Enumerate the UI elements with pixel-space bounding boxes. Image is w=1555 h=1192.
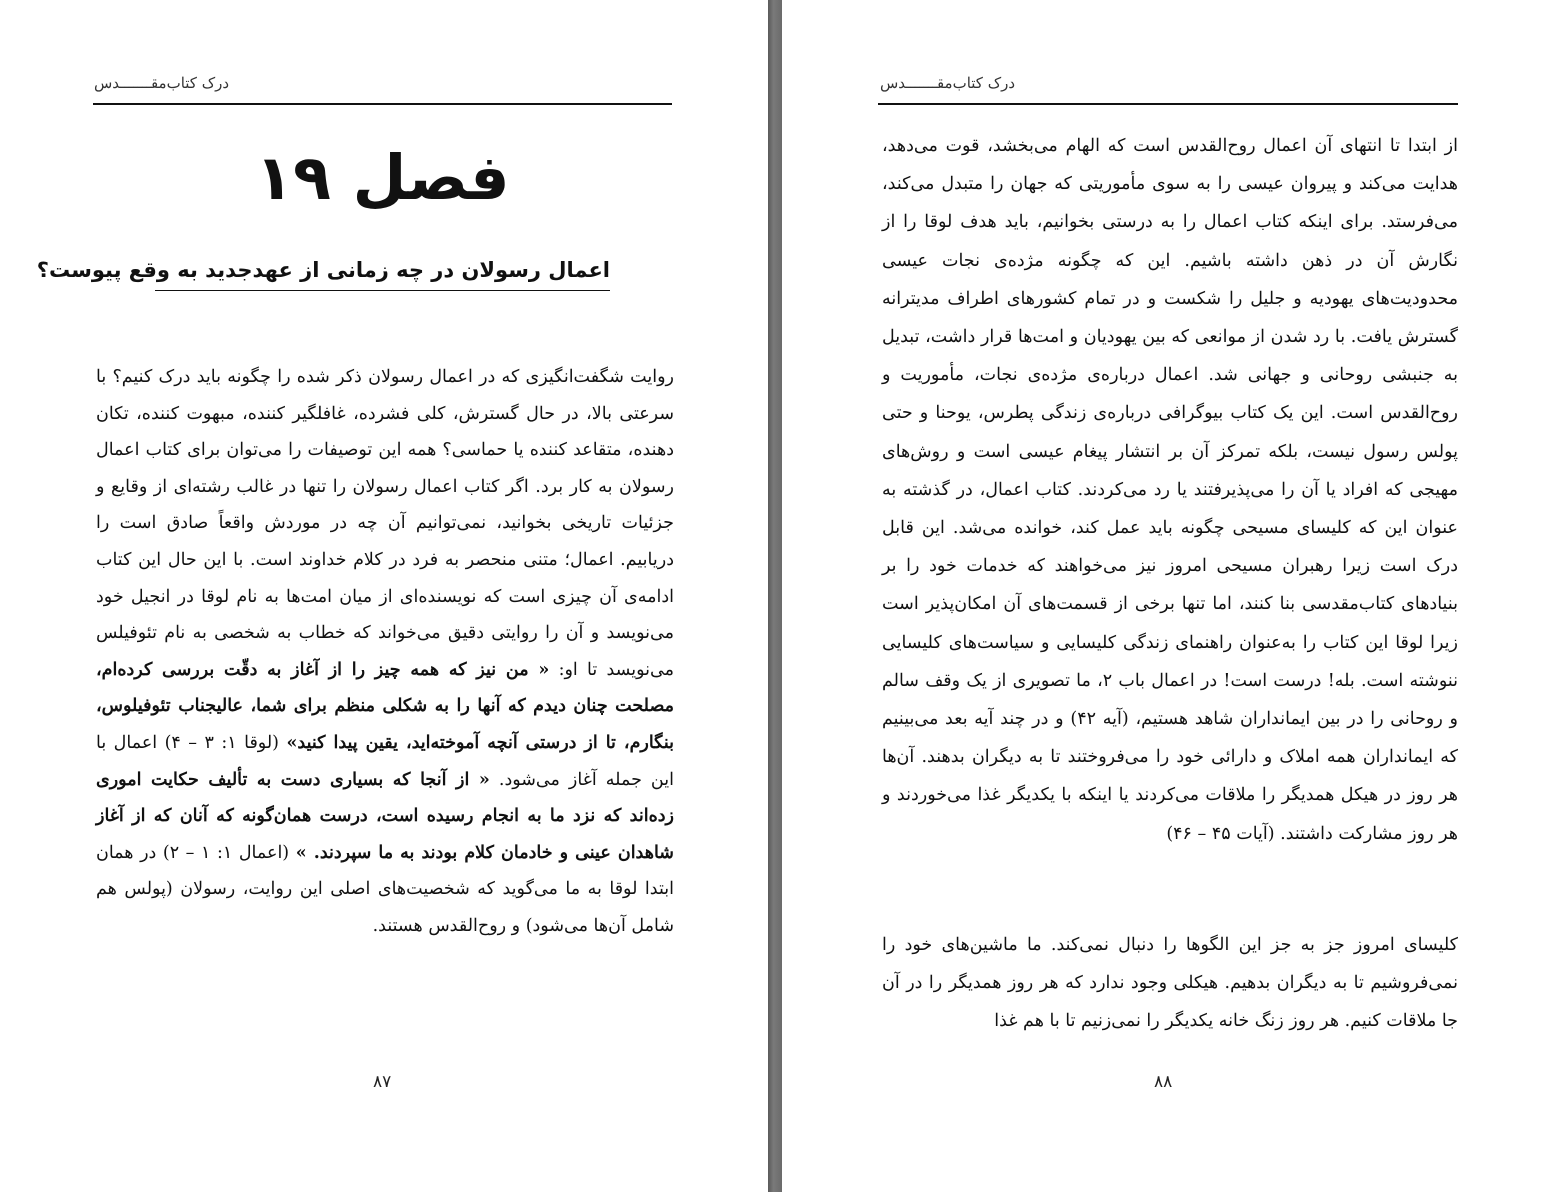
page-87 — [0, 0, 768, 1192]
page-number: ۸۷ — [373, 1072, 392, 1092]
body-paragraph: کلیسای امروز جز به جز این الگوها را دنبال نمی‌کند. ما ماشین‌های خود را نمی‌فروشیم تا به دیگران بدهیم. هیکلی وجود ندارد که هر روز همدیگر را در آن جا ملاقات کنیم. هر روز زنگ خانه یکدیگر را نمی‌زنیم تا با هم غذا — [882, 935, 1458, 1032]
header-rule — [93, 103, 672, 105]
body-paragraph — [96, 359, 674, 945]
header-rule — [878, 103, 1458, 105]
chapter-title: فصل ۱۹ — [255, 141, 510, 214]
scripture-quote: « من نیز که همه چیز را از آغاز به دقّت بررسی کرده‌ام، مصلحت چنان دیدم که آنها را به شکلی منظم برای شما، عالیجناب تئوفیلوس، بنگارم، تا از درستی آنچه آموخته‌اید، یقین پیدا کنید» — [96, 659, 674, 753]
paragraph-intro: روایت شگفت‌انگیزی که در اعمال رسولان ذکر شده را چگونه باید درک کنیم؟ با سرعتی بالا، در حال گسترش، کلی فشرده، غافلگیر کننده، مبهوت کننده، تکان دهنده، متقاعد کننده یا حماسی؟ همه این توصیفات را می‌توان برای کتاب اعمال رسولان به کار برد. اگر کتاب اعمال رسولان را تنها در غالب رشته‌ای از وقایع و جزئیات تاریخی بخوانید، نمی‌توانیم آن چه در موردش واقعاً صادق است را دریابیم. اعمال؛ متنی منحصر به فرد در کلام خداوند است. با این حال این کتاب ادامه‌ی آن چیزی است که نویسنده‌ای از میان امت‌ها به نام لوقا در انجیل خود می‌نویسد و آن را روایتی دقیق می‌خواند که خطاب به شخصی به نام تئوفیلس می‌نویسد تا او: — [96, 367, 674, 680]
page-88 — [782, 0, 1555, 1192]
book-gutter — [768, 0, 782, 1192]
body-paragraph: از ابتدا تا انتهای آن اعمال روح‌القدس است که الهام می‌بخشد، قوت می‌دهد، هدایت می‌کند و پیروان عیسی را به سوی مأموریتی که جهان را متبدل می‌کند، می‌فرستد. برای اینکه کتاب اعمال را به درستی بخوانیم، باید هدف لوقا را از نگارش آن در ذهن داشته باشیم. این که چگونه مژده‌ی نجات عیسی محدودیت‌های یهودیه و جلیل را شکست و در تمام کشورهای اطراف مدیترانه گسترش یافت. با رد شدن از موانعی که بین یهودیان و امت‌ها قرار داشت، تبدیل به جنبشی روحانی و جهانی شد. اعمال درباره‌ی مژده‌ی نجات، مأموریت و روح‌القدس است. این یک کتاب بیوگرافی درباره‌ی زندگی پطرس، یوحنا و حتی پولس رسول نیست، بلکه تمرکز آن بر انتشار پیغام عیسی است و روش‌های مهیجی که افراد یا آن را می‌پذیرفتند یا رد می‌کردند. کتاب اعمال، در گذشته به عنوان این که کلیسای مسیحی چگونه باید عمل کند، خوانده می‌شد. این قابل درک است زیرا رهبران مسیحی امروز نیز می‌خواهند که خدمات خود را بر بنیادهای کتاب‌مقدسی بنا کنند، اما تنها برخی از قسمت‌های آن امکان‌پذیر است زیرا لوقا این کتاب را به‌عنوان راهنمای زندگی کلیسایی و سیاست‌های کلیسایی ننوشته است. بله! درست است! در اعمال باب ۲، ما تصویری از یک وقف سالم و روحانی را در بین ایمانداران شاهد هستیم، (آیه ۴۲) و در چند آیه بعد می‌بینیم که ایمانداران همه املاک و دارائی خود را می‌فروختند تا به دیگران بدهند. آن‌ها هر روز در هیکل همدیگر را ملاقات می‌کردند یا اینکه با یکدیگر غذا می‌خوردند و هر روز مشارکت داشتند. (آیات ۴۵ – ۴۶) — [882, 136, 1459, 844]
page-number: ۸۸ — [1154, 1072, 1173, 1092]
paragraph-end: (اعمال ۱: ۱ – ۲) در همان ابتدا لوقا به ما می‌گوید که شخصیت‌های اصلی این روایت، رسولان (پولس هم شامل آن‌ها می‌شود) و روح‌القدس هستند. — [96, 842, 674, 936]
running-head: درک کتاب‌مقـــــــدس — [880, 74, 1016, 92]
chapter-subtitle: اعمال رسولان در چه زمانی از عهدجدید به وقع پیوست؟ — [155, 250, 610, 291]
running-head: درک کتاب‌مقـــــــدس — [94, 74, 230, 92]
paragraph-mid: (لوقا ۱: ۳ – ۴) اعمال با این جمله آغاز می‌شود. — [96, 732, 674, 790]
scripture-quote: « از آنجا که بسیاری دست به تألیف حکایت اموری زده‌اند که نزد ما به انجام رسیده است، درست همان‌گونه که آنان که از آغاز شاهدان عینی و خادمان کلام بودند به ما سپردند. » — [96, 769, 674, 863]
